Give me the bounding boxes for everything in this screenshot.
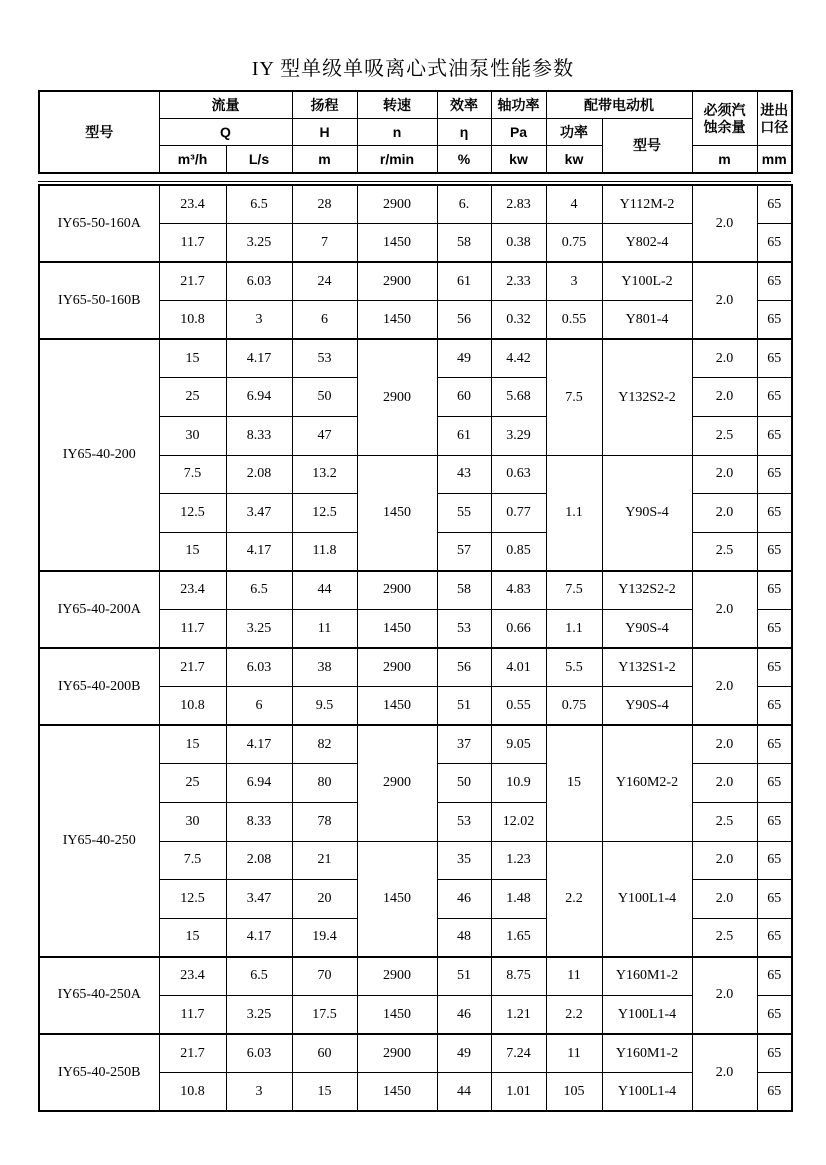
speed-rpm-cell: 2900 (357, 571, 437, 610)
npsh-m-cell: 2.0 (692, 455, 757, 494)
q-ls-cell: 6.5 (226, 185, 292, 224)
speed-rpm-cell: 2900 (357, 725, 437, 841)
header-npsh (692, 91, 757, 146)
motor-power-kw-cell: 7.5 (546, 571, 602, 610)
motor-model-cell: Y100L-2 (602, 262, 692, 301)
data-table-body (39, 185, 792, 1111)
efficiency-pct-cell: 46 (437, 995, 491, 1034)
head-m-cell: 21 (292, 841, 357, 880)
motor-power-kw-cell: 0.75 (546, 687, 602, 726)
port-mm-cell: 65 (757, 494, 792, 533)
motor-model-cell: Y100L1-4 (602, 841, 692, 957)
npsh-m-cell: 2.0 (692, 648, 757, 725)
head-m-cell: 6 (292, 301, 357, 340)
motor-model-cell: Y100L1-4 (602, 1073, 692, 1112)
efficiency-pct-cell: 61 (437, 262, 491, 301)
shaft-power-kw-cell: 2.83 (491, 185, 546, 224)
motor-power-kw-cell: 105 (546, 1073, 602, 1112)
motor-power-kw-cell: 3 (546, 262, 602, 301)
npsh-m-cell: 2.5 (692, 417, 757, 456)
q-ls-cell: 8.33 (226, 417, 292, 456)
motor-power-kw-cell: 1.1 (546, 455, 602, 571)
port-mm-cell: 65 (757, 725, 792, 764)
head-m-cell: 11.8 (292, 532, 357, 571)
q-m3h-cell: 10.8 (159, 301, 226, 340)
head-m-cell: 20 (292, 880, 357, 919)
header-speed-unit: r/min (357, 146, 437, 174)
q-ls-cell: 6.03 (226, 1034, 292, 1073)
pump-model-cell: IY65-40-200 (39, 339, 159, 571)
q-ls-cell: 3.47 (226, 494, 292, 533)
q-m3h-cell: 12.5 (159, 494, 226, 533)
q-m3h-cell: 10.8 (159, 1073, 226, 1112)
q-ls-cell: 6 (226, 687, 292, 726)
shaft-power-kw-cell: 8.75 (491, 957, 546, 996)
q-ls-cell: 2.08 (226, 841, 292, 880)
port-mm-cell: 65 (757, 1034, 792, 1073)
efficiency-pct-cell: 50 (437, 764, 491, 803)
npsh-m-cell: 2.0 (692, 841, 757, 880)
header-flow-unit-m3h: m³/h (159, 146, 226, 174)
speed-rpm-cell: 2900 (357, 262, 437, 301)
port-mm-cell: 65 (757, 957, 792, 996)
q-m3h-cell: 23.4 (159, 571, 226, 610)
q-ls-cell: 3 (226, 301, 292, 340)
data-table (38, 184, 793, 1112)
speed-rpm-cell: 1450 (357, 687, 437, 726)
shaft-power-kw-cell: 0.77 (491, 494, 546, 533)
head-m-cell: 53 (292, 339, 357, 378)
port-mm-cell: 65 (757, 532, 792, 571)
motor-model-cell: Y132S1-2 (602, 648, 692, 687)
head-m-cell: 9.5 (292, 687, 357, 726)
npsh-m-cell: 2.0 (692, 571, 757, 648)
q-m3h-cell: 7.5 (159, 841, 226, 880)
header-table (38, 90, 793, 174)
q-m3h-cell: 7.5 (159, 455, 226, 494)
shaft-power-kw-cell: 1.21 (491, 995, 546, 1034)
table-row (39, 262, 792, 301)
port-mm-cell: 65 (757, 610, 792, 649)
npsh-m-cell: 2.0 (692, 957, 757, 1034)
efficiency-pct-cell: 56 (437, 648, 491, 687)
header-npsh-unit: m (692, 146, 757, 174)
shaft-power-kw-cell: 5.68 (491, 378, 546, 417)
q-ls-cell: 4.17 (226, 339, 292, 378)
motor-power-kw-cell: 5.5 (546, 648, 602, 687)
motor-power-kw-cell: 7.5 (546, 339, 602, 455)
q-m3h-cell: 21.7 (159, 648, 226, 687)
efficiency-pct-cell: 55 (437, 494, 491, 533)
shaft-power-kw-cell: 1.23 (491, 841, 546, 880)
efficiency-pct-cell: 49 (437, 1034, 491, 1073)
header-efficiency: 效率 (437, 91, 491, 119)
shaft-power-kw-cell: 12.02 (491, 803, 546, 842)
q-m3h-cell: 15 (159, 532, 226, 571)
efficiency-pct-cell: 58 (437, 571, 491, 610)
q-m3h-cell: 25 (159, 764, 226, 803)
head-m-cell: 80 (292, 764, 357, 803)
q-ls-cell: 3 (226, 1073, 292, 1112)
table-row (39, 957, 792, 996)
speed-rpm-cell: 1450 (357, 301, 437, 340)
efficiency-pct-cell: 60 (437, 378, 491, 417)
npsh-m-cell: 2.0 (692, 880, 757, 919)
npsh-m-cell: 2.0 (692, 725, 757, 764)
motor-model-cell: Y160M2-2 (602, 725, 692, 841)
efficiency-pct-cell: 58 (437, 224, 491, 263)
head-m-cell: 78 (292, 803, 357, 842)
motor-power-kw-cell: 0.75 (546, 224, 602, 263)
shaft-power-kw-cell: 3.29 (491, 417, 546, 456)
motor-model-cell: Y100L1-4 (602, 995, 692, 1034)
shaft-power-kw-cell: 1.65 (491, 918, 546, 957)
head-m-cell: 60 (292, 1034, 357, 1073)
table-split-rule (38, 181, 791, 182)
efficiency-pct-cell: 6. (437, 185, 491, 224)
head-m-cell: 13.2 (292, 455, 357, 494)
npsh-m-cell: 2.5 (692, 918, 757, 957)
q-m3h-cell: 30 (159, 803, 226, 842)
shaft-power-kw-cell: 1.48 (491, 880, 546, 919)
efficiency-pct-cell: 37 (437, 725, 491, 764)
head-m-cell: 11 (292, 610, 357, 649)
speed-rpm-cell: 1450 (357, 995, 437, 1034)
header-flow-unit-ls: L/s (226, 146, 292, 174)
header-head: 扬程 (292, 91, 357, 119)
q-m3h-cell: 23.4 (159, 957, 226, 996)
q-ls-cell: 3.47 (226, 880, 292, 919)
motor-model-cell: Y90S-4 (602, 455, 692, 571)
motor-power-kw-cell: 11 (546, 957, 602, 996)
head-m-cell: 15 (292, 1073, 357, 1112)
table-row (39, 185, 792, 224)
shaft-power-kw-cell: 4.83 (491, 571, 546, 610)
head-m-cell: 28 (292, 185, 357, 224)
port-mm-cell: 65 (757, 417, 792, 456)
port-mm-cell: 65 (757, 262, 792, 301)
header-npsh-line2: 蚀余量 (703, 118, 746, 135)
table-row (39, 1034, 792, 1073)
efficiency-pct-cell: 51 (437, 957, 491, 996)
motor-power-kw-cell: 2.2 (546, 995, 602, 1034)
npsh-m-cell: 2.5 (692, 803, 757, 842)
port-mm-cell: 65 (757, 339, 792, 378)
speed-rpm-cell: 2900 (357, 1034, 437, 1073)
efficiency-pct-cell: 35 (437, 841, 491, 880)
pump-model-cell: IY65-40-250 (39, 725, 159, 957)
port-mm-cell: 65 (757, 224, 792, 263)
speed-rpm-cell: 1450 (357, 224, 437, 263)
motor-model-cell: Y802-4 (602, 224, 692, 263)
head-m-cell: 38 (292, 648, 357, 687)
q-m3h-cell: 21.7 (159, 1034, 226, 1073)
shaft-power-kw-cell: 0.85 (491, 532, 546, 571)
q-ls-cell: 8.33 (226, 803, 292, 842)
efficiency-pct-cell: 53 (437, 610, 491, 649)
q-ls-cell: 4.17 (226, 918, 292, 957)
header-efficiency-symbol: η (437, 119, 491, 146)
shaft-power-kw-cell: 4.01 (491, 648, 546, 687)
npsh-m-cell: 2.0 (692, 764, 757, 803)
efficiency-pct-cell: 61 (437, 417, 491, 456)
efficiency-pct-cell: 56 (437, 301, 491, 340)
head-m-cell: 7 (292, 224, 357, 263)
shaft-power-kw-cell: 0.63 (491, 455, 546, 494)
speed-rpm-cell: 2900 (357, 339, 437, 455)
table-row (39, 339, 792, 378)
port-mm-cell: 65 (757, 995, 792, 1034)
header-port-line1: 进出 (760, 101, 789, 118)
q-m3h-cell: 10.8 (159, 687, 226, 726)
shaft-power-kw-cell: 0.55 (491, 687, 546, 726)
npsh-m-cell: 2.0 (692, 262, 757, 339)
head-m-cell: 70 (292, 957, 357, 996)
header-shaft-power: 轴功率 (491, 91, 546, 119)
head-m-cell: 19.4 (292, 918, 357, 957)
port-mm-cell: 65 (757, 764, 792, 803)
header-head-symbol: H (292, 119, 357, 146)
q-ls-cell: 6.94 (226, 378, 292, 417)
pump-model-cell: IY65-40-250A (39, 957, 159, 1034)
port-mm-cell: 65 (757, 918, 792, 957)
q-m3h-cell: 21.7 (159, 262, 226, 301)
q-m3h-cell: 11.7 (159, 610, 226, 649)
port-mm-cell: 65 (757, 185, 792, 224)
q-ls-cell: 4.17 (226, 532, 292, 571)
speed-rpm-cell: 1450 (357, 841, 437, 957)
pump-model-cell: IY65-50-160A (39, 185, 159, 262)
header-speed: 转速 (357, 91, 437, 119)
efficiency-pct-cell: 57 (437, 532, 491, 571)
port-mm-cell: 65 (757, 648, 792, 687)
speed-rpm-cell: 1450 (357, 610, 437, 649)
table-row (39, 725, 792, 764)
port-mm-cell: 65 (757, 301, 792, 340)
q-m3h-cell: 23.4 (159, 185, 226, 224)
header-shaft-power-symbol: Pa (491, 119, 546, 146)
shaft-power-kw-cell: 4.42 (491, 339, 546, 378)
speed-rpm-cell: 2900 (357, 957, 437, 996)
header-motor-power-unit: kw (546, 146, 602, 174)
pump-model-cell: IY65-40-200B (39, 648, 159, 725)
q-m3h-cell: 30 (159, 417, 226, 456)
port-mm-cell: 65 (757, 687, 792, 726)
motor-model-cell: Y112M-2 (602, 185, 692, 224)
head-m-cell: 24 (292, 262, 357, 301)
npsh-m-cell: 2.0 (692, 494, 757, 533)
q-ls-cell: 6.03 (226, 648, 292, 687)
npsh-m-cell: 2.0 (692, 339, 757, 378)
motor-model-cell: Y90S-4 (602, 610, 692, 649)
efficiency-pct-cell: 43 (437, 455, 491, 494)
q-ls-cell: 6.03 (226, 262, 292, 301)
q-m3h-cell: 25 (159, 378, 226, 417)
head-m-cell: 12.5 (292, 494, 357, 533)
q-m3h-cell: 12.5 (159, 880, 226, 919)
port-mm-cell: 65 (757, 880, 792, 919)
header-row-1 (39, 91, 792, 119)
motor-power-kw-cell: 4 (546, 185, 602, 224)
npsh-m-cell: 2.0 (692, 185, 757, 262)
header-speed-symbol: n (357, 119, 437, 146)
header-npsh-line1: 必须汽 (703, 101, 746, 118)
speed-rpm-cell: 2900 (357, 185, 437, 224)
motor-model-cell: Y160M1-2 (602, 1034, 692, 1073)
q-ls-cell: 3.25 (226, 610, 292, 649)
page-title: IY 型单级单吸离心式油泵性能参数 (251, 58, 575, 80)
header-port (757, 91, 792, 146)
motor-power-kw-cell: 15 (546, 725, 602, 841)
shaft-power-kw-cell: 1.01 (491, 1073, 546, 1112)
pump-model-cell: IY65-40-200A (39, 571, 159, 648)
efficiency-pct-cell: 53 (437, 803, 491, 842)
motor-model-cell: Y132S2-2 (602, 571, 692, 610)
motor-model-cell: Y132S2-2 (602, 339, 692, 455)
head-m-cell: 44 (292, 571, 357, 610)
efficiency-pct-cell: 44 (437, 1073, 491, 1112)
head-m-cell: 47 (292, 417, 357, 456)
header-port-line2: 口径 (760, 118, 789, 135)
npsh-m-cell: 2.0 (692, 378, 757, 417)
motor-model-cell: Y160M1-2 (602, 957, 692, 996)
shaft-power-kw-cell: 2.33 (491, 262, 546, 301)
speed-rpm-cell: 2900 (357, 648, 437, 687)
header-efficiency-unit: % (437, 146, 491, 174)
port-mm-cell: 65 (757, 455, 792, 494)
npsh-m-cell: 2.0 (692, 1034, 757, 1111)
q-m3h-cell: 15 (159, 725, 226, 764)
port-mm-cell: 65 (757, 1073, 792, 1112)
shaft-power-kw-cell: 0.66 (491, 610, 546, 649)
header-motor-power: 功率 (546, 119, 602, 146)
port-mm-cell: 65 (757, 841, 792, 880)
q-ls-cell: 2.08 (226, 455, 292, 494)
q-ls-cell: 3.25 (226, 224, 292, 263)
shaft-power-kw-cell: 0.32 (491, 301, 546, 340)
head-m-cell: 50 (292, 378, 357, 417)
q-m3h-cell: 11.7 (159, 995, 226, 1034)
q-ls-cell: 3.25 (226, 995, 292, 1034)
header-motor-group: 配带电动机 (546, 91, 692, 119)
efficiency-pct-cell: 46 (437, 880, 491, 919)
port-mm-cell: 65 (757, 571, 792, 610)
efficiency-pct-cell: 48 (437, 918, 491, 957)
pump-model-cell: IY65-50-160B (39, 262, 159, 339)
header-model: 型号 (39, 91, 159, 173)
motor-model-cell: Y90S-4 (602, 687, 692, 726)
speed-rpm-cell: 1450 (357, 455, 437, 571)
q-m3h-cell: 11.7 (159, 224, 226, 263)
header-motor-model: 型号 (602, 119, 692, 174)
table-row (39, 571, 792, 610)
q-m3h-cell: 15 (159, 918, 226, 957)
q-m3h-cell: 15 (159, 339, 226, 378)
motor-power-kw-cell: 2.2 (546, 841, 602, 957)
efficiency-pct-cell: 49 (437, 339, 491, 378)
motor-power-kw-cell: 1.1 (546, 610, 602, 649)
header-flow-symbol: Q (159, 119, 292, 146)
shaft-power-kw-cell: 7.24 (491, 1034, 546, 1073)
header-flow: 流量 (159, 91, 292, 119)
q-ls-cell: 6.5 (226, 571, 292, 610)
pump-model-cell: IY65-40-250B (39, 1034, 159, 1111)
header-head-unit: m (292, 146, 357, 174)
table-row (39, 648, 792, 687)
motor-power-kw-cell: 11 (546, 1034, 602, 1073)
efficiency-pct-cell: 51 (437, 687, 491, 726)
npsh-m-cell: 2.5 (692, 532, 757, 571)
q-ls-cell: 4.17 (226, 725, 292, 764)
shaft-power-kw-cell: 9.05 (491, 725, 546, 764)
speed-rpm-cell: 1450 (357, 1073, 437, 1112)
header-shaft-power-unit: kw (491, 146, 546, 174)
port-mm-cell: 65 (757, 378, 792, 417)
q-ls-cell: 6.94 (226, 764, 292, 803)
port-mm-cell: 65 (757, 803, 792, 842)
shaft-power-kw-cell: 0.38 (491, 224, 546, 263)
q-ls-cell: 6.5 (226, 957, 292, 996)
head-m-cell: 82 (292, 725, 357, 764)
motor-power-kw-cell: 0.55 (546, 301, 602, 340)
head-m-cell: 17.5 (292, 995, 357, 1034)
header-port-unit: mm (757, 146, 792, 174)
motor-model-cell: Y801-4 (602, 301, 692, 340)
shaft-power-kw-cell: 10.9 (491, 764, 546, 803)
